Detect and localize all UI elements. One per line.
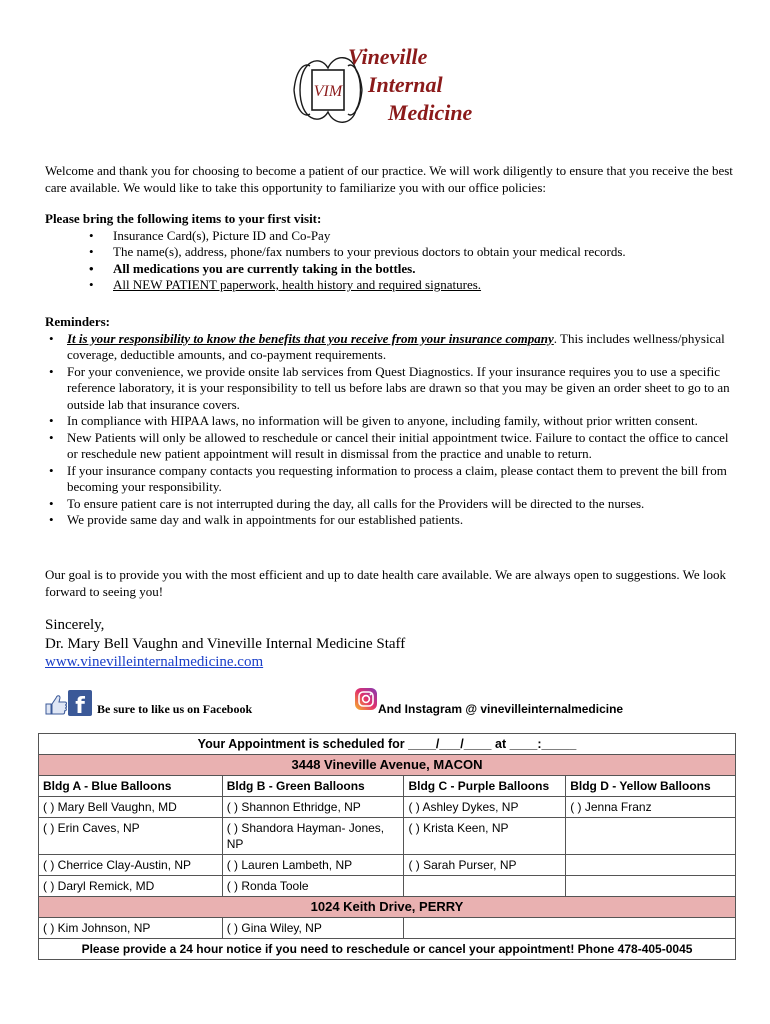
appointment-table	[38, 733, 736, 960]
list-item	[45, 331, 735, 364]
provider-option[interactable]: ( ) Erin Caves, NP	[39, 818, 223, 855]
provider-option[interactable]: ( ) Ronda Toole	[222, 876, 404, 897]
provider-option[interactable]: ( ) Gina Wiley, NP	[222, 918, 404, 939]
list-item: • All medications you are currently taking in the bottles.	[45, 261, 735, 278]
building-header: Bldg D - Yellow Balloons	[566, 776, 736, 797]
provider-option[interactable]: ( ) Krista Keen, NP	[404, 818, 566, 855]
list-item: • To ensure patient care is not interrupted during the day, all calls for the Providers will be directed to the nurses.	[45, 496, 735, 513]
first-visit-heading: Please bring the following items to your first visit:	[45, 211, 322, 226]
building-header: Bldg B - Green Balloons	[222, 776, 404, 797]
list-item: • Insurance Card(s), Picture ID and Co-Pay	[45, 228, 735, 245]
provider-option	[566, 876, 736, 897]
reschedule-notice: Please provide a 24 hour notice if you need to reschedule or cancel your appointment! Phone 478-405-0045	[39, 939, 736, 960]
list-item: • If your insurance company contacts you requesting information to process a claim, please contact them to prevent the bill from becoming your responsibility.	[45, 463, 735, 496]
reminders-section	[45, 314, 735, 529]
provider-option	[566, 818, 736, 855]
provider-option[interactable]: ( ) Lauren Lambeth, NP	[222, 855, 404, 876]
intro-paragraph: Welcome and thank you for choosing to become a patient of our practice. We will work diligently to ensure that you receive the best care available. We would like to take this opportunity to familiarize you with our office policies:	[45, 163, 733, 195]
logo-line-3: Medicine	[388, 100, 473, 125]
logo-line-2: Internal	[368, 72, 443, 97]
provider-option[interactable]: ( ) Ashley Dykes, NP	[404, 797, 566, 818]
facebook-like-icon[interactable]	[44, 690, 92, 716]
provider-option[interactable]: ( ) Shannon Ethridge, NP	[222, 797, 404, 818]
logo-line-1: Vineville	[348, 44, 428, 69]
provider-option[interactable]: ( ) Jenna Franz	[566, 797, 736, 818]
signoff	[45, 616, 405, 672]
insurance-responsibility-emphasis: It is your responsibility to know the benefits that you receive from your insurance company	[67, 330, 554, 346]
logo-monogram: VIM	[313, 83, 343, 100]
appointment-scheduled-line[interactable]: Your Appointment is scheduled for ____/___/____ at ____:_____	[39, 734, 736, 755]
list-item: • For your convenience, we provide onsite lab services from Quest Diagnostics. If your insurance requires you to use a specific reference laboratory, it is your responsibility to tell us before labs are drawn so that you may be given an order sheet to go to an outside lab that insurance covers.	[45, 364, 735, 414]
table-row	[39, 797, 736, 818]
goal-paragraph: Our goal is to provide you with the most efficient and up to date health care available. We are always open to suggestions. We look forward to seeing you!	[45, 567, 726, 599]
closing: Sincerely,	[45, 617, 105, 633]
provider-option[interactable]: ( ) Mary Bell Vaughn, MD	[39, 797, 223, 818]
table-row	[39, 918, 736, 939]
list-item: • New Patients will only be allowed to reschedule or cancel their initial appointment twice. Failure to contact the office to cancel or reschedule new patient appointment will result in dismissal from the practice and unable to return.	[45, 430, 735, 463]
list-item: • The name(s), address, phone/fax numbers to your previous doctors to obtain your medical records.	[45, 244, 735, 261]
first-visit-section	[45, 211, 735, 294]
location-perry: 1024 Keith Drive, PERRY	[39, 897, 736, 918]
facebook-text: Be sure to like us on Facebook	[97, 702, 253, 716]
list-item: • All NEW PATIENT paperwork, health history and required signatures.	[45, 277, 735, 294]
practice-logo	[290, 40, 480, 140]
empty-cell	[404, 918, 736, 939]
list-item: • We provide same day and walk in appointments for our established patients.	[45, 512, 735, 529]
building-header: Bldg A - Blue Balloons	[39, 776, 223, 797]
list-item: • In compliance with HIPAA laws, no information will be given to anyone, including family, without prior written consent.	[45, 413, 735, 430]
building-header: Bldg C - Purple Balloons	[404, 776, 566, 797]
insurance-responsibility-text: . This includes wellness/physical coverage, deductible amounts, and co-payment requirements.	[67, 330, 725, 362]
table-row	[39, 818, 736, 855]
website-link[interactable]: www.vinevilleinternalmedicine.com	[45, 654, 264, 670]
table-row	[39, 855, 736, 876]
table-row	[39, 876, 736, 897]
provider-option	[566, 855, 736, 876]
provider-option[interactable]: ( ) Shandora Hayman- Jones, NP	[222, 818, 404, 855]
provider-option[interactable]: ( ) Sarah Purser, NP	[404, 855, 566, 876]
reminders-heading: Reminders:	[45, 314, 110, 329]
instagram-icon[interactable]	[355, 688, 377, 710]
provider-option[interactable]: ( ) Cherrice Clay-Austin, NP	[39, 855, 223, 876]
svg-text:f: f	[75, 694, 85, 716]
provider-option[interactable]: ( ) Daryl Remick, MD	[39, 876, 223, 897]
location-macon: 3448 Vineville Avenue, MACON	[39, 755, 736, 776]
signatory: Dr. Mary Bell Vaughn and Vineville Internal Medicine Staff	[45, 635, 406, 652]
provider-option[interactable]: ( ) Kim Johnson, NP	[39, 918, 223, 939]
provider-option	[404, 876, 566, 897]
reminders-list	[45, 331, 735, 529]
instagram-text: And Instagram @ vinevilleinternalmedicine	[378, 702, 624, 716]
first-visit-list	[45, 228, 735, 294]
